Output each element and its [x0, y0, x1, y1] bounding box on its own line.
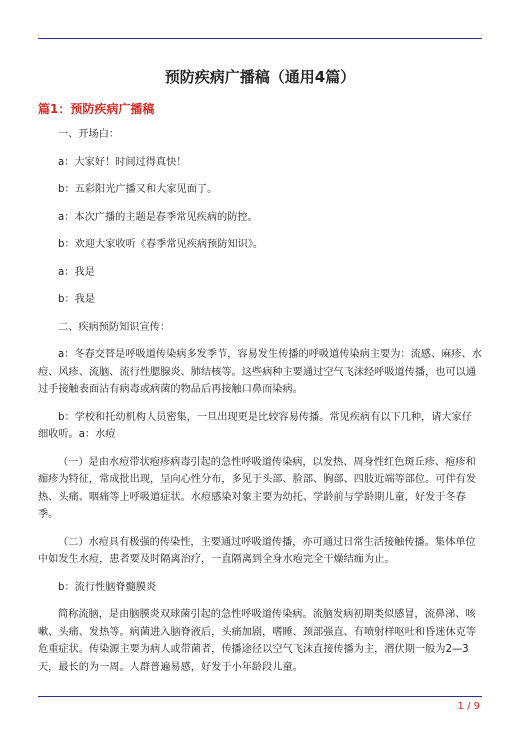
- header-rule: [38, 38, 482, 39]
- footer-rule: [38, 696, 482, 697]
- paragraph: b：欢迎大家收听《春季常见疾病预防知识》。: [58, 239, 264, 250]
- paragraph: a：冬春交替是呼吸道传染病多发季节，容易发生传播的呼吸道传染病主要为：流感、麻疹、水痘、风疹、流脑、流行性腮腺炎、肺结核等。这些病种主要通过空气飞沫经呼吸道传播，也可以通过手接触表面沾有病毒或病菌的物品后再接触口鼻而染病。: [38, 349, 482, 395]
- paragraph: b：学校和托幼机构人员密集，一旦出现更是比较容易传播。常见疾病有以下几种，请大家仔细收听。a：水痘: [38, 411, 472, 440]
- paragraph: b：我是: [58, 294, 96, 305]
- page-number: 1 / 9: [457, 701, 480, 712]
- document-title: 预防疾病广播稿（通用4篇）: [164, 68, 356, 86]
- paragraph: 简称流脑，是由脑膜炎双球菌引起的急性呼吸道传染病。流脑发病初期类似感冒，流鼻涕、咳嗽、头痛、发热等。病菌进入脑脊液后，头痛加剧，嗜睡、颈部强直、有喷射样呕吐和昏迷休克等危重症状。传染源主要为病人或带菌者，传播途径以空气飞沫直接传播为主，潜伏期一般为2—3天，最长的为一周。人群普遍易感，好发于小年龄段儿童。: [38, 609, 477, 673]
- paragraph: 二、疾病预防知识宣传：: [58, 321, 171, 333]
- paragraph: a：我是: [58, 266, 95, 278]
- paragraph: （一）是由水痘带状疱疹病毒引起的急性呼吸道传染病，以发热、周身性红色斑丘疹、疱疹和痂疹为特征，常成批出现，呈向心性分布，多见于头部、脸部、胸部、四肢近端等部位。可伴有发热、头痛、咽痛等上呼吸道症状。水痘感染对象主要为幼托、学龄前与学龄期儿童，好发于冬春季。: [38, 456, 477, 520]
- paragraph: （二）水痘具有极强的传染性，主要通过呼吸道传播，亦可通过日常生活接触传播。集体单位中如发生水痘，患者要及时隔离治疗，一直隔离到全身水疱完全干燥结痂为止。: [38, 536, 476, 565]
- document-body: [38, 126, 482, 686]
- paragraph: a：本次广播的主题是春季常见疾病的防控。: [58, 211, 258, 223]
- section-title: 篇1：预防疾病广播稿: [38, 102, 155, 116]
- paragraph: b：流行性脑脊髓膜炎: [58, 581, 157, 593]
- paragraph: a：大家好！时间过得真快！: [58, 156, 187, 168]
- paragraph: 一、开场白：: [58, 129, 120, 140]
- paragraph: b：五彩阳光广播又和大家见面了。: [58, 184, 218, 195]
